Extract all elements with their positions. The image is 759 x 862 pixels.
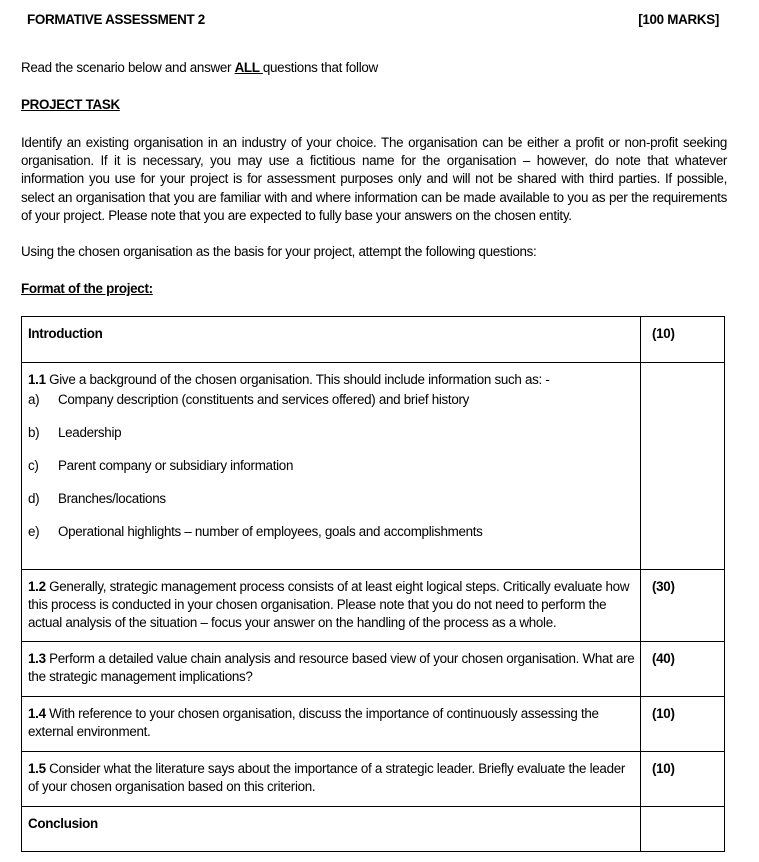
q1-1-text	[22, 363, 640, 389]
q1-5-body: Consider what the literature says about the importance of a strategic leader. Briefly evaluate the leader of your chosen organisation based on this criterion.	[28, 761, 626, 794]
introduction-cell	[22, 317, 641, 363]
conclusion-label: Conclusion	[28, 816, 98, 831]
list-text: Company description (constituents and services offered) and brief history	[58, 391, 470, 407]
q1-5-number: 1.5	[28, 761, 46, 776]
q1-2-marks-cell	[641, 570, 725, 642]
scenario-paragraph: Identify an existing organisation in an industry of your choice. The organisation can be either a profit or non-profit seeking organisation. If it is necessary, you may use a fictitious name for the organisation – however, do note that whatever information you use for your project is for assessment purposes only and will not be shared with third parties. If possible, select an organisation that you are familiar with and where information can be made available to you as per the requirements of your project. Please note that you are expected to fully base your answers on the chosen entity.	[21, 135, 727, 223]
q1-5-cell	[22, 752, 641, 807]
list-item	[28, 449, 640, 482]
introduction-label: Introduction	[28, 326, 103, 341]
list-text: Operational highlights – number of employees, goals and accomplishments	[58, 523, 483, 539]
q1-5-marks-cell	[641, 752, 725, 807]
list-item	[28, 482, 640, 515]
list-item	[28, 515, 640, 548]
total-marks: [100 MARKS]	[638, 12, 719, 27]
q1-3-body: Perform a detailed value chain analysis and resource based view of your chosen organisation. What are the strategic management implications?	[28, 651, 635, 684]
q1-2-marks: (30)	[652, 579, 675, 594]
conclusion-marks	[641, 807, 724, 815]
q1-1-cell	[22, 363, 641, 570]
introduction-marks-cell	[641, 317, 725, 363]
list-text: Branches/locations	[58, 490, 166, 506]
table-row-introduction	[22, 317, 725, 363]
table-row-q1-2	[22, 570, 725, 642]
q1-5-text	[22, 752, 640, 796]
q1-3-text	[22, 642, 640, 686]
q1-4-number: 1.4	[28, 706, 46, 721]
list-letter: d)	[28, 490, 40, 506]
instruction-before: Read the scenario below and answer	[21, 60, 235, 75]
table-row-q1-3	[22, 642, 725, 697]
q1-3-marks-cell	[641, 642, 725, 697]
conclusion-cell	[22, 807, 641, 852]
list-letter: c)	[28, 457, 39, 473]
conclusion-marks-cell	[641, 807, 725, 852]
table-row-q1-1	[22, 363, 725, 570]
q1-2-cell	[22, 570, 641, 642]
introduction-marks: (10)	[652, 326, 675, 341]
table-row-conclusion	[22, 807, 725, 852]
q1-1-list	[22, 383, 640, 548]
table-row-q1-4	[22, 697, 725, 752]
q1-4-cell	[22, 697, 641, 752]
instruction-emphasis: ALL	[234, 60, 263, 75]
q1-1-body: Give a background of the chosen organisation. This should include information such as: -	[45, 372, 550, 387]
q1-3-marks: (40)	[652, 651, 675, 666]
document-title: FORMATIVE ASSESSMENT 2	[27, 12, 205, 27]
table-row-q1-5	[22, 752, 725, 807]
q1-4-marks-cell	[641, 697, 725, 752]
instruction-after: questions that follow	[262, 60, 378, 75]
list-letter: b)	[28, 424, 40, 440]
list-letter: a)	[28, 391, 40, 407]
q1-5-marks: (10)	[652, 761, 675, 776]
format-heading: Format of the project:	[21, 281, 153, 296]
list-text: Leadership	[58, 424, 122, 440]
q1-1-marks-cell	[641, 363, 725, 570]
list-item	[28, 416, 640, 449]
list-letter: e)	[28, 523, 40, 539]
using-paragraph: Using the chosen organisation as the basis for your project, attempt the following questions:	[21, 244, 537, 259]
q1-2-text	[22, 570, 640, 632]
q1-2-number: 1.2	[28, 579, 46, 594]
q1-3-cell	[22, 642, 641, 697]
q1-4-body: With reference to your chosen organisation, discuss the importance of continuously assessing the external environment.	[28, 706, 599, 739]
q1-4-text	[22, 697, 640, 741]
q1-1-number: 1.1	[28, 372, 46, 387]
q1-4-marks: (10)	[652, 706, 675, 721]
q1-2-body: Generally, strategic management process consists of at least eight logical steps. Critically evaluate how this process is conducted in your chosen organisation. Please note that you do not need to perform the actual analysis of the situation – focus your answer on the handling of the process as a whole.	[28, 579, 630, 630]
instruction-line	[21, 60, 378, 75]
format-table	[21, 316, 725, 852]
list-text: Parent company or subsidiary information	[58, 457, 294, 473]
q1-3-number: 1.3	[28, 651, 46, 666]
project-task-heading: PROJECT TASK	[21, 97, 120, 112]
